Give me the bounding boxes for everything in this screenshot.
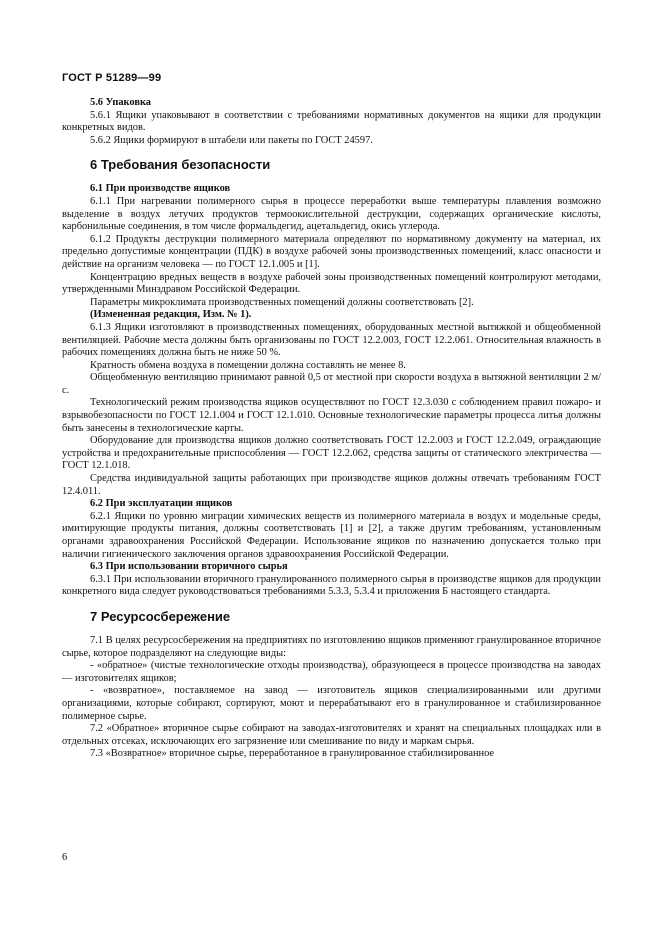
paragraph: 7.1 В целях ресурсосбережения на предприятиях по изготовлению ящиков применяют гранулированное вторичное сырье, которое подразделяют на следующие виды: [62, 634, 601, 659]
paragraph: 6.2.1 Ящики по уровню миграции химических веществ из полимерного материала в воздух и модельные среды, имитирующие продукты питания, должны соответствовать [1] и [2], а также другим требованиям, установленным органами здравоохранения Российской Федерации. Использование ящиков по назначению допускается только при наличии гигиенического заключения органов здравоохранения Российской Федерации. [62, 510, 601, 560]
list-item: - «возвратное», поставляемое на завод — изготовитель ящиков специализированными или другими организациями, которые собирают, сортируют, моют и перерабатывают его в гранулированное и стабилизированное полимерное сырье. [62, 685, 601, 722]
paragraph: Общеобменную вентиляцию принимают равной 0,5 от местной при скорости воздуха в вытяжной вентиляции 2 м/с. [62, 372, 601, 396]
subsection-heading-6-1: 6.1 При производстве ящиков [90, 183, 231, 195]
section-heading-6: 6 Требования безопасности [90, 157, 271, 173]
page-number: 6 [62, 852, 68, 863]
paragraph: 7.3 «Возвратное» вторичное сырье, переработанное в гранулированное стабилизированное [90, 748, 495, 760]
paragraph: Средства индивидуальной защиты работающих при производстве ящиков должны отвечать требованиям ГОСТ 12.4.011. [62, 473, 601, 497]
paragraph: 6.1.1 При нагревании полимерного сырья в процессе переработки выше температуры плавления возможно выделение в воздух летучих продуктов термоокислительной деструкции, содержащих органические кислоты, карбонильные соединения, в том числе формальдегид, ацетальдегид, окись углерода. [62, 195, 601, 233]
paragraph: 5.6.2 Ящики формируют в штабели или пакеты по ГОСТ 24597. [90, 134, 373, 146]
paragraph: 6.1.3 Ящики изготовляют в производственных помещениях, оборудованных местной вытяжкой и общеобменной вентиляцией. Рабочие места должны быть организованы по ГОСТ 12.2.003, ГОСТ 12.2.061. Относительная влажность в рабочих помещениях должна быть не ниже 50 %. [62, 321, 601, 359]
paragraph: Технологический режим производства ящиков осуществляют по ГОСТ 12.3.030 с соблюдением правил пожаро- и взрывобезопасности по ГОСТ 12.1.004 и ГОСТ 12.1.010. Основные технологические параметры процесса литья должны быть занесены в технологические карты. [62, 397, 601, 434]
paragraph: 7.2 «Обратное» вторичное сырье собирают на заводах-изготовителях и хранят на специальных площадках или в отдельных отсеках, исключающих его загрязнение или смешивание по виду и маркам сырья. [62, 723, 601, 747]
paragraph: 6.3.1 При использовании вторичного гранулированного полимерного сырья в производстве ящиков для продукции конкретного вида следует руководствоваться требованиями 5.3.3, 5.3.4 и приложения Б настоящего стандарта. [62, 573, 601, 598]
paragraph: Кратность обмена воздуха в помещении должна составлять не менее 8. [90, 359, 406, 371]
subsection-heading-6-3: 6.3 При использовании вторичного сырья [90, 561, 288, 573]
paragraph: Параметры микроклимата производственных помещений должны соответствовать [2]. [90, 296, 474, 308]
page-content [62, 97, 601, 761]
paragraph: Концентрацию вредных веществ в воздухе рабочей зоны производственных помещений контролируют методами, утвержденными Минздравом Российской Федерации. [62, 271, 601, 296]
paragraph: Оборудование для производства ящиков должно соответствовать ГОСТ 12.2.003 и ГОСТ 12.2.049, ограждающие устройства и предохранительные приспособления — ГОСТ 12.2.062, средства защиты от статического электричества — ГОСТ 12.1.018. [62, 435, 601, 472]
section-heading-7: 7 Ресурсосбережение [90, 608, 231, 624]
running-header: ГОСТ Р 51289—99 [62, 72, 162, 84]
subsection-heading-6-2: 6.2 При эксплуатации ящиков [90, 498, 233, 510]
subsection-heading-5-6: 5.6 Упаковка [90, 97, 151, 108]
paragraph: 6.1.2 Продукты деструкции полимерного материала определяют по нормативному документу на материал, их предельно допустимые концентрации (ПДК) в воздухе рабочей зоны производственных помещений, класс опасности и действие на организм человека — по ГОСТ 12.1.005 и [1]. [62, 233, 601, 270]
amendment-note: (Измененная редакция, Изм. № 1). [90, 309, 252, 321]
list-item: - «обратное» (чистые технологические отходы производства), образующееся в процессе производства на заводах — изготовителях ящиков; [62, 660, 601, 684]
paragraph: 5.6.1 Ящики упаковывают в соответствии с требованиями нормативных документов на ящики для продукции конкретных видов. [62, 109, 601, 134]
